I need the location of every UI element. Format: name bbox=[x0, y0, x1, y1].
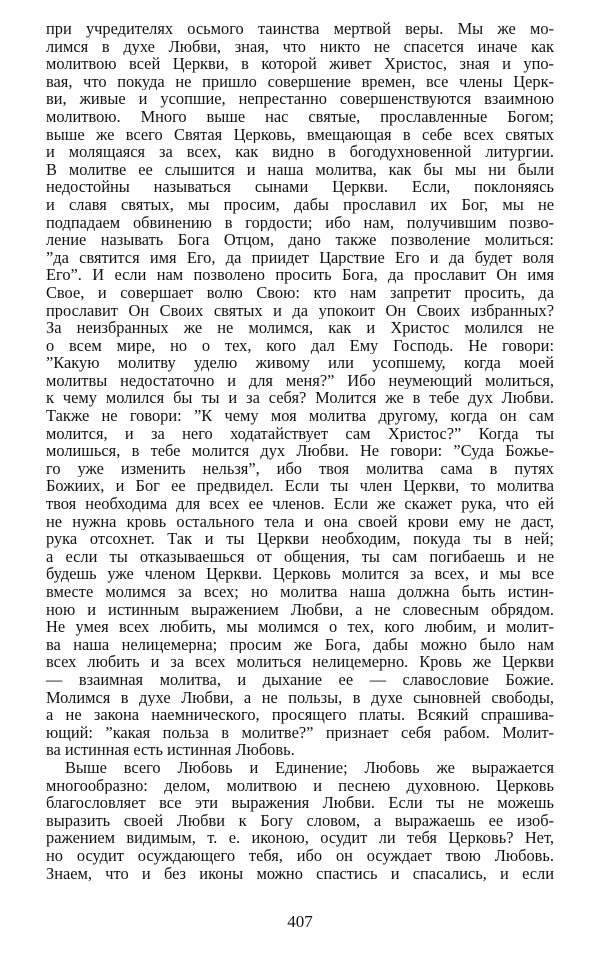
text-line: Также не говори: ”К чему моя молитва другому, когда он сам bbox=[46, 407, 554, 425]
text-line: молишься, в тебе молится дух Любви. Не говори: ”Суда Божье- bbox=[46, 442, 554, 460]
text-line: о всем мире, но о тех, кого дал Ему Господь. Не говори: bbox=[46, 336, 554, 355]
text-line: а не закона наемнического, просящего платы. Всякий спрашива- bbox=[46, 706, 554, 724]
text-line: лимся в духе Любви, зная, что никто не спасется иначе как bbox=[46, 37, 554, 56]
text-line: Знаем, что и без иконы можно спастись и спасались, и если bbox=[46, 864, 554, 883]
text-line: ющий: ”какая польза в молитве?” признает себя рабом. Молит- bbox=[46, 723, 554, 742]
text-line: выразить своей Любви к Богу словом, а выражаешь ее изоб- bbox=[46, 811, 554, 830]
text-line: недостойны называться сынами Церкви. Если, поклоняясь bbox=[46, 178, 554, 196]
text-line: Выше всего Любовь и Единение; Любовь же выражается bbox=[65, 758, 554, 777]
text-line: ление называть Бога Отцом, дано также позволение молиться: bbox=[46, 231, 554, 249]
text-line: молитвою всей Церкви, в которой живет Христос, зная и упо- bbox=[46, 55, 554, 73]
page-number: 407 bbox=[287, 912, 313, 931]
text-line: ражением видимым, т. е. иконою, осудит ли тебя Церковь? Нет, bbox=[46, 829, 554, 847]
text-line: а если ты отказываешься от общения, ты сам погибаешь и не bbox=[46, 547, 554, 566]
text-line: будешь уже членом Церкви. Церковь молится за всех, и мы все bbox=[46, 565, 554, 583]
text-line: Божиих, и Бог ее предвидел. Если ты член Церкви, то молитва bbox=[46, 477, 554, 496]
text-line: молитвы недостаточно и для меня?” Ибо неумеющий молиться, bbox=[46, 371, 554, 390]
text-line: молитвою. Много выше нас святые, прославленные Богом; bbox=[46, 107, 554, 126]
text-line: ною и истинным выражением Любви, а не словесным обрядом. bbox=[46, 600, 554, 619]
text-line: к чему молился бы ты и за себя? Молится же в тебе дух Любви. bbox=[46, 389, 554, 408]
text-line: За неизбранных же не молимся, как и Христос молился не bbox=[46, 319, 554, 337]
text-line: ви, живые и усопшие, непрестанно совершенствуются взаимною bbox=[46, 90, 554, 108]
text-line: при учредителях осьмого таинства мертвой веры. Мы же мо- bbox=[46, 20, 554, 38]
text-line: ва наша нелицемерна; просим же Бога, дабы можно было нам bbox=[46, 635, 554, 654]
text-line: В молитве ее слышится и наша молитва, как бы мы ни были bbox=[46, 160, 554, 179]
text-line: го уже изменить нельзя”, ибо твоя молитва сама в путях bbox=[46, 459, 554, 478]
text-line: ”да святится имя Его, да приидет Царствие Его и да будет воля bbox=[46, 248, 554, 267]
text-line: прославит Он Своих святых и да упокоит Он Своих избранных? bbox=[46, 301, 554, 320]
text-line: вместе молимся за всех; но молитва наша должна быть истин- bbox=[46, 583, 554, 601]
text-line: выше же всего Святая Церковь, вмещающая в себе всех святых bbox=[46, 125, 554, 144]
text-line: подпадаем обвинению в гордости; ибо нам, получившим позво- bbox=[46, 213, 554, 232]
text-line: многообразно: делом, молитвою и песнею духовною. Церковь bbox=[46, 776, 554, 795]
text-line: всех любить и за всех молиться нелицемерно. Кровь же Церкви bbox=[46, 653, 554, 671]
text-line: не нужна кровь остального тела и она своей крови ему не даст, bbox=[46, 512, 554, 531]
text-line: Свое, и совершает волю Свою: кто нам запретит просить, да bbox=[46, 283, 554, 302]
paragraph bbox=[46, 20, 554, 759]
text-line: молится, и за него ходатайствует сам Христос?” Когда ты bbox=[46, 424, 554, 443]
text-line: — взаимная молитва, и дыхание ее — славословие Божие. bbox=[46, 670, 554, 689]
text-line: Не умея всех любить, мы молимся о тех, кого любим, и молит- bbox=[46, 618, 554, 636]
text-line: ва истинная есть истинная Любовь. bbox=[46, 741, 295, 759]
text-line: Его”. И если нам позволено просить Бога, да прославит Он имя bbox=[46, 266, 554, 284]
text-line: ”Какую молитву уделю живому или усопшему, когда моей bbox=[46, 354, 554, 372]
body-text bbox=[46, 20, 554, 882]
text-line: твоя необходима для всех ее членов. Если же скажет рука, что ей bbox=[46, 495, 554, 513]
text-line: вая, что покуда не пришло совершение времен, все члены Церк- bbox=[46, 72, 554, 91]
text-line: но осудит осуждающего тебя, ибо он осуждает твою Любовь. bbox=[46, 846, 554, 865]
text-line: благословляет все эти выражения Любви. Если ты не можешь bbox=[46, 794, 554, 812]
text-line: Молимся в духе Любви, а не пользы, в духе сыновней свободы, bbox=[46, 688, 554, 707]
paragraph bbox=[46, 759, 554, 882]
text-line: и славя святых, мы просим, дабы прославил их Бог, мы не bbox=[46, 195, 554, 214]
text-line: рука отсохнет. Так и ты Церкви необходим, покуда ты в ней; bbox=[46, 530, 554, 548]
text-line: и молящаяся за всех, как видно в богодухновенной литургии. bbox=[46, 143, 554, 161]
